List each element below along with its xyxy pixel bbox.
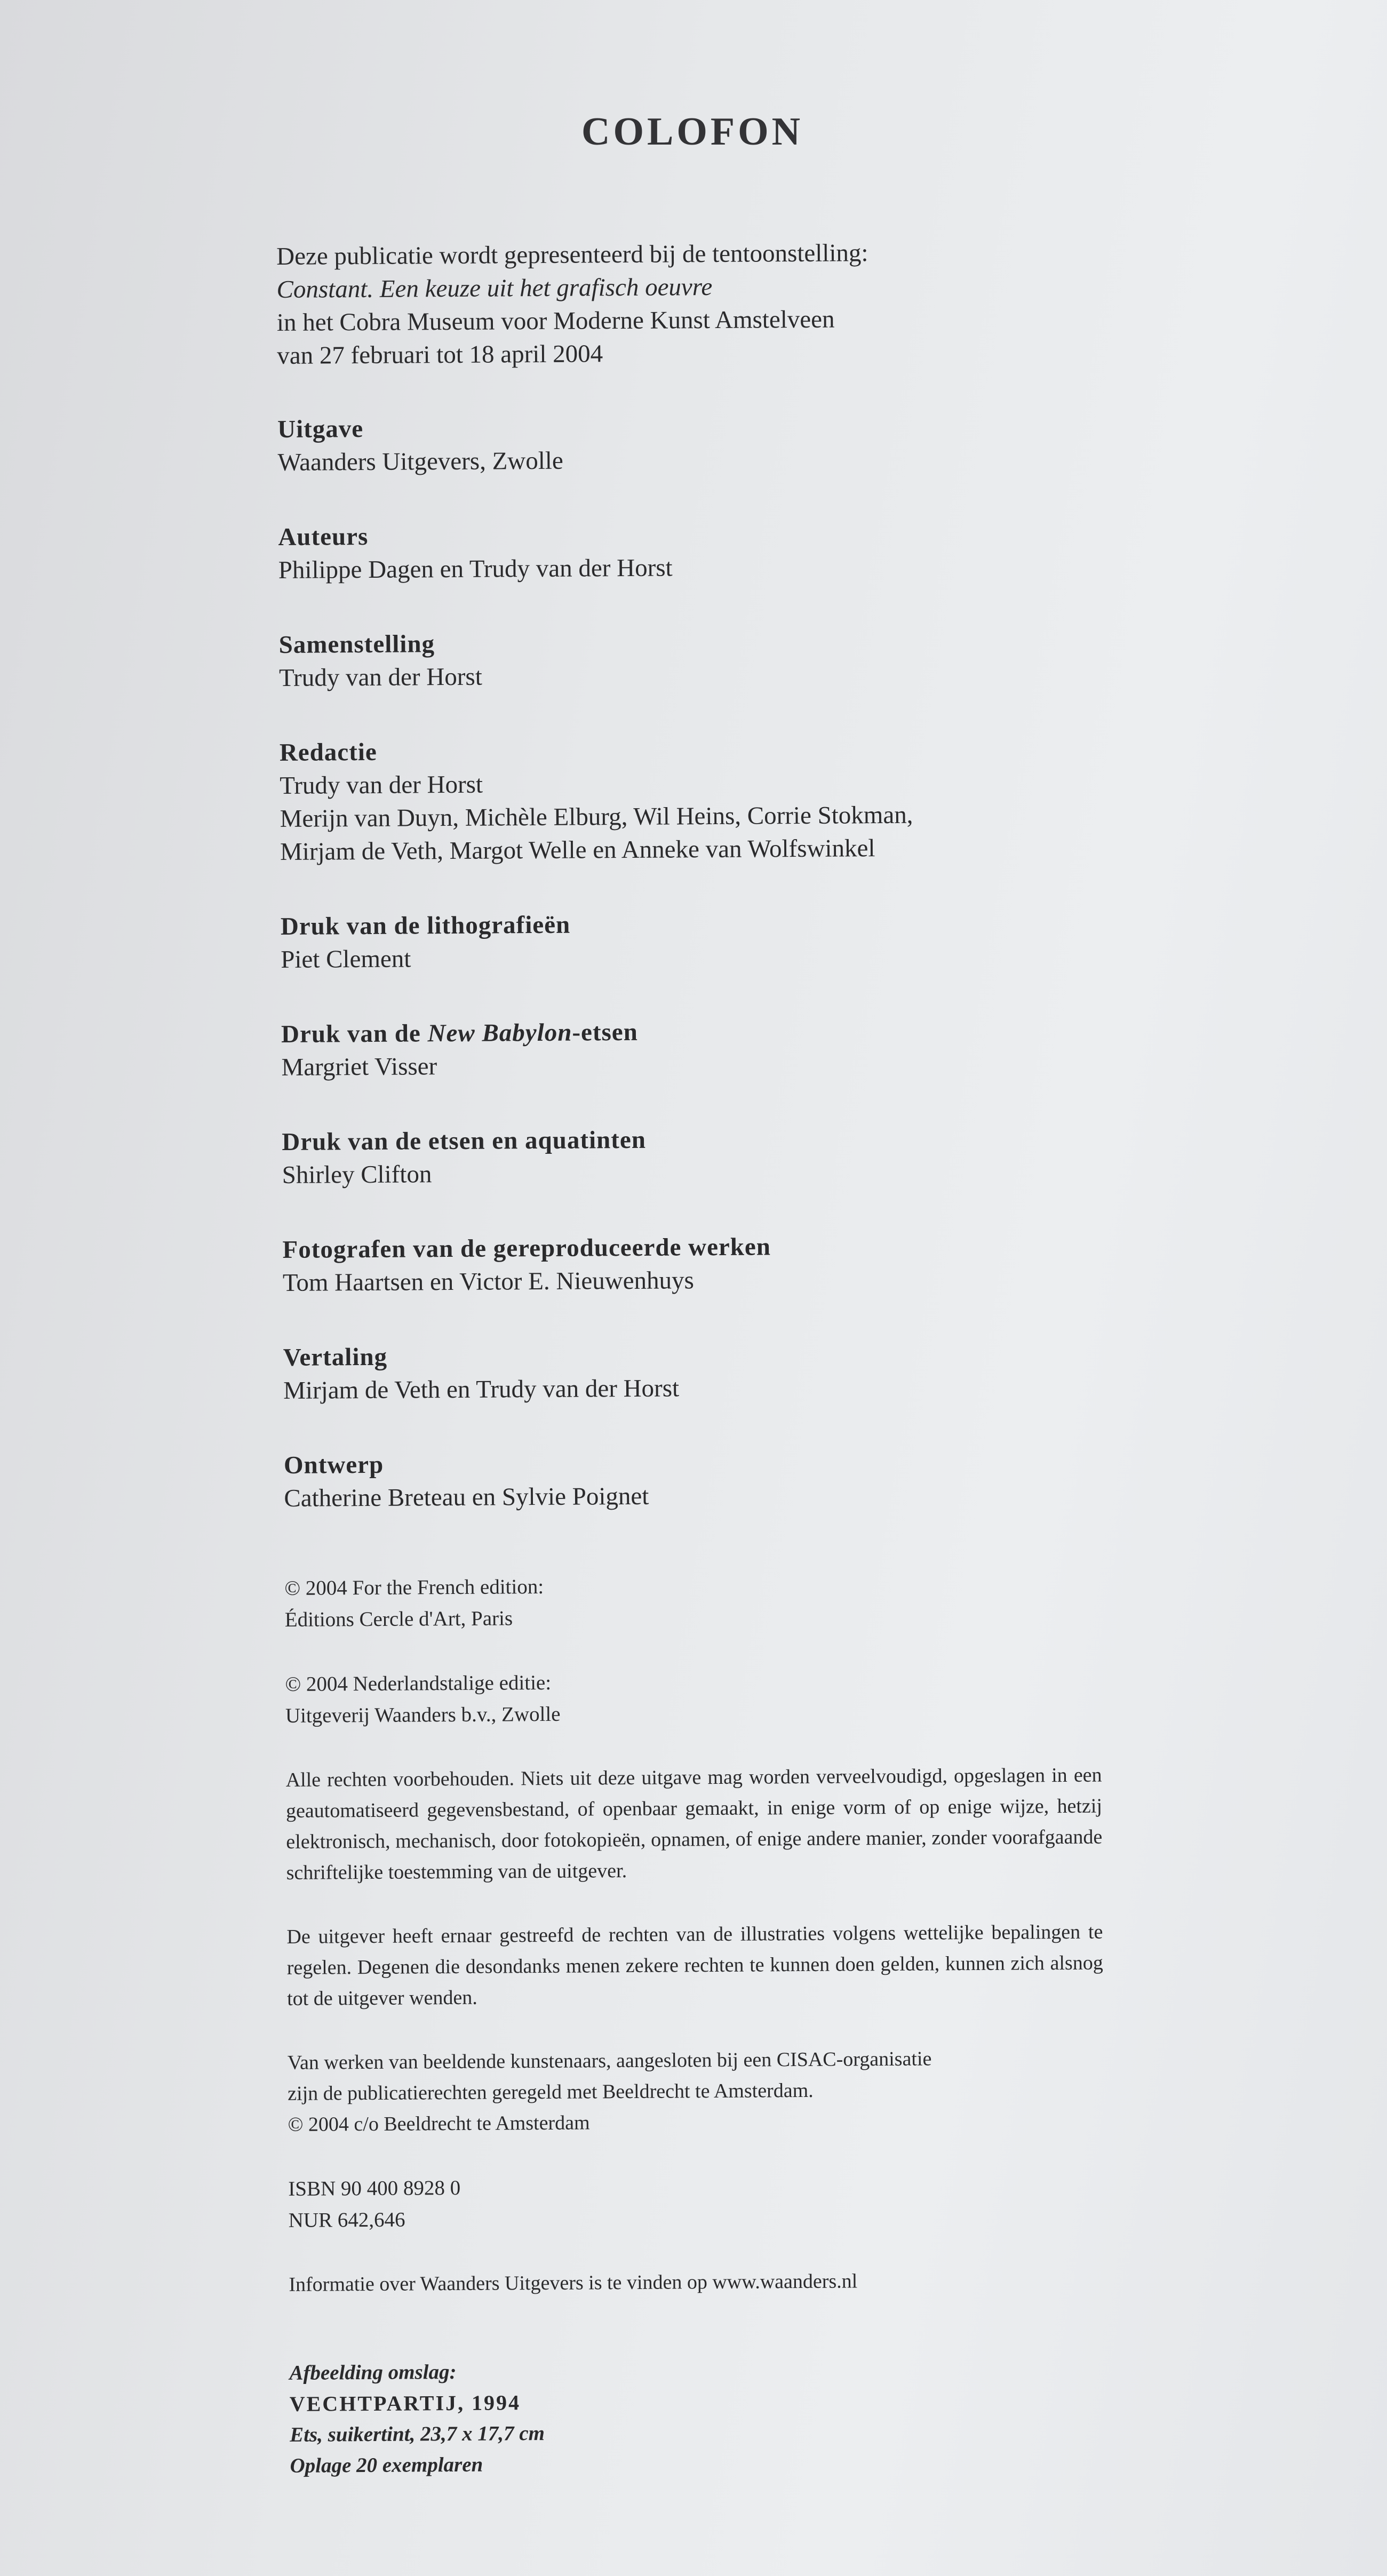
credit-section-lithographs <box>281 905 1097 976</box>
copyright-line: © 2004 For the French edition: <box>284 1575 544 1600</box>
copyright-line: Uitgeverij Waanders b.v., Zwolle <box>285 1702 561 1727</box>
credit-value: Catherine Breteau en Sylvie Poignet <box>284 1482 649 1512</box>
illustrations-paragraph: De uitgever heeft ernaar gestreefd de rechten van de illustraties volgens wettelijke bepalingen te regelen. Degenen die desondanks menen zekere rechten te kunnen doen gelden, kunnen zich alsnog tot de uitgever wenden. <box>286 1920 1103 2010</box>
cisac-line: © 2004 c/o Beeldrecht te Amsterdam <box>288 2111 590 2136</box>
credit-heading: Auteurs <box>278 522 369 551</box>
credit-heading: Uitgave <box>277 415 364 443</box>
credit-value: Merijn van Duyn, Michèle Elburg, Wil Heins, Corrie Stokman, <box>280 801 913 833</box>
credit-value: Tom Haartsen en Victor E. Nieuwenhuys <box>282 1266 695 1297</box>
intro-dates: van 27 februari tot 18 april 2004 <box>277 340 603 370</box>
exhibition-title: Constant. Een keuze uit het grafisch oeuvre <box>276 273 713 304</box>
cisac-line: Van werken van beeldende kunstenaars, aangesloten bij een CISAC-organisatie <box>287 2047 932 2074</box>
publisher-info: Informatie over Waanders Uitgevers is te vinden op www.waanders.nl <box>289 2270 858 2296</box>
intro-line: Deze publicatie wordt gepresenteerd bij de tentoonstelling: <box>276 239 868 270</box>
colophon-content <box>276 235 1106 2482</box>
credit-value: Mirjam de Veth, Margot Welle en Anneke van Wolfswinkel <box>280 834 875 866</box>
credit-section-design <box>284 1444 1101 1515</box>
heading-text: Druk van de <box>281 1019 428 1048</box>
cover-work-title: VECHTPARTIJ, 1994 <box>289 2390 521 2416</box>
credit-section-authors <box>278 516 1095 587</box>
exhibition-intro <box>276 235 1093 372</box>
isbn-block <box>288 2168 1105 2236</box>
credit-section-new-babylon <box>281 1013 1098 1084</box>
credit-section-photographers <box>282 1229 1099 1299</box>
credit-section-publisher <box>277 408 1094 479</box>
credit-value: Mirjam de Veth en Trudy van der Horst <box>283 1374 680 1405</box>
heading-text: -etsen <box>572 1018 639 1047</box>
credit-value: Piet Clement <box>281 945 411 974</box>
cisac-notice <box>288 2043 1104 2140</box>
copyright-french <box>284 1568 1101 1636</box>
credit-value: Philippe Dagen en Trudy van der Horst <box>278 554 673 584</box>
credit-value: Margriet Visser <box>281 1052 437 1081</box>
copyright-line: Éditions Cercle d'Art, Paris <box>284 1607 513 1631</box>
credit-section-etchings <box>282 1121 1098 1192</box>
credit-heading: Fotografen van de gereproduceerde werken <box>282 1233 771 1264</box>
copyright-line: © 2004 Nederlandstalige editie: <box>285 1671 552 1696</box>
credit-heading: Ontwerp <box>283 1450 384 1479</box>
credit-heading: Druk van de lithografieën <box>280 911 571 940</box>
credit-value: Waanders Uitgevers, Zwolle <box>277 446 563 476</box>
heading-italic-text: New Babylon <box>427 1018 572 1048</box>
cover-technique: Ets, suikertint, 23,7 x 17,7 cm <box>290 2422 545 2446</box>
credit-value: Shirley Clifton <box>282 1160 432 1189</box>
cisac-line: zijn de publicatierechten geregeld met Beeldrecht te Amsterdam. <box>288 2079 814 2105</box>
cover-edition: Oplage 20 exemplaren <box>290 2453 483 2477</box>
cover-credit <box>289 2353 1106 2482</box>
isbn: ISBN 90 400 8928 0 <box>288 2176 461 2200</box>
credit-heading: Samenstelling <box>278 630 435 659</box>
credit-heading: Redactie <box>279 738 377 767</box>
rights-paragraph: Alle rechten voorbehouden. Niets uit deze uitgave mag worden verveelvoudigd, opgeslagen in een geautomatiseerd gegevensbestand, of openbaar gemaakt, in enige vorm of op enige wijze, hetzij elektronisch, mechanisch, door fotokopieën, opnamen, of enige andere manier, zonder voorafgaande schriftelijke toestemming van de uitgever. <box>285 1764 1103 1884</box>
copyright-dutch <box>285 1664 1102 1732</box>
intro-line: in het Cobra Museum voor Moderne Kunst Amstelveen <box>276 305 835 337</box>
credit-heading: Vertaling <box>283 1343 388 1371</box>
credit-heading <box>281 1013 1097 1051</box>
credit-value: Trudy van der Horst <box>280 770 483 800</box>
page-title: COLOFON <box>581 110 804 154</box>
credit-section-editors <box>280 731 1096 868</box>
credit-section-compilation <box>278 624 1095 695</box>
cover-label: Afbeelding omslag: <box>289 2360 457 2384</box>
credit-section-translation <box>283 1336 1100 1407</box>
credit-value: Trudy van der Horst <box>278 663 482 692</box>
credit-heading: Druk van de etsen en aquatinten <box>282 1126 647 1156</box>
nur: NUR 642,646 <box>288 2208 405 2232</box>
